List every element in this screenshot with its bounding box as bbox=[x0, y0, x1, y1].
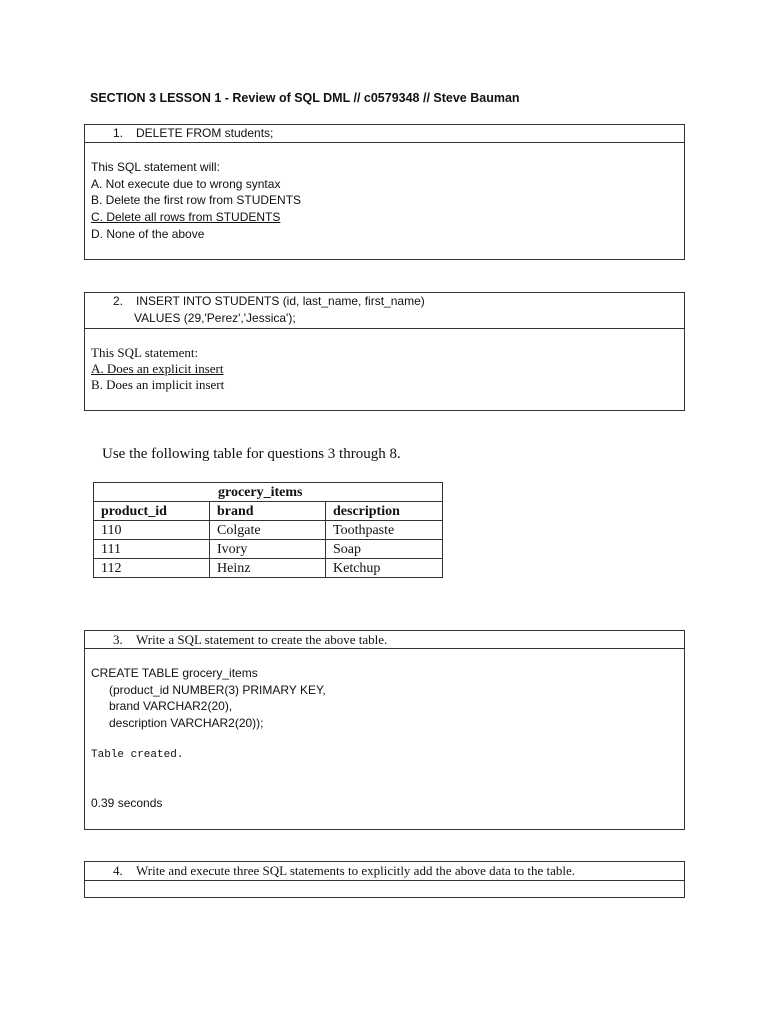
timing-text: 0.39 seconds bbox=[91, 796, 163, 810]
question-4-box bbox=[84, 861, 685, 898]
table-intro: Use the following table for questions 3 through 8. bbox=[102, 446, 401, 462]
question-3-header bbox=[85, 631, 684, 649]
question-1-option-d: D. None of the above bbox=[91, 227, 205, 241]
question-4-number: 4. bbox=[113, 863, 123, 878]
question-4-statement: Write and execute three SQL statements to explicitly add the above data to the table. bbox=[136, 863, 576, 878]
table-cell: 111 bbox=[94, 540, 210, 559]
table-header-row bbox=[94, 502, 443, 521]
table-row bbox=[94, 540, 443, 559]
column-header: description bbox=[326, 502, 443, 521]
question-1-prompt: This SQL statement will: bbox=[91, 160, 220, 174]
column-header: product_id bbox=[94, 502, 210, 521]
code-line: CREATE TABLE grocery_items bbox=[91, 666, 258, 680]
table-row bbox=[94, 559, 443, 578]
table-cell: Colgate bbox=[210, 521, 326, 540]
table-cell: Toothpaste bbox=[326, 521, 443, 540]
question-1-option-b: B. Delete the first row from STUDENTS bbox=[91, 193, 302, 207]
question-2-statement-line1: INSERT INTO STUDENTS (id, last_name, first_name) bbox=[136, 294, 425, 308]
question-2-option-a: A. Does an explicit insert bbox=[91, 361, 224, 376]
code-line: description VARCHAR2(20)); bbox=[109, 716, 264, 730]
question-1-header bbox=[85, 125, 684, 143]
table-caption-cell bbox=[94, 483, 443, 502]
table-caption: grocery_items bbox=[218, 484, 303, 500]
question-2-prompt: This SQL statement: bbox=[91, 345, 199, 360]
question-3-statement: Write a SQL statement to create the above table. bbox=[136, 632, 388, 647]
question-2-option-b: B. Does an implicit insert bbox=[91, 377, 225, 392]
document-title: SECTION 3 LESSON 1 - Review of SQL DML // c0579348 // Steve Bauman bbox=[90, 91, 520, 105]
question-2-header bbox=[85, 293, 684, 329]
question-3-number: 3. bbox=[113, 632, 123, 647]
table-cell: 112 bbox=[94, 559, 210, 578]
table-cell: Heinz bbox=[210, 559, 326, 578]
question-2-box bbox=[84, 292, 685, 411]
result-message: Table created. bbox=[91, 749, 184, 761]
question-1-option-c: C. Delete all rows from STUDENTS bbox=[91, 210, 281, 224]
question-1-box bbox=[84, 124, 685, 260]
table-cell: 110 bbox=[94, 521, 210, 540]
grocery-items-table bbox=[93, 482, 443, 578]
question-1-option-a: A. Not execute due to wrong syntax bbox=[91, 177, 281, 191]
question-2-number: 2. bbox=[113, 294, 124, 308]
question-1-number: 1. bbox=[113, 126, 124, 140]
code-line: (product_id NUMBER(3) PRIMARY KEY, bbox=[109, 683, 326, 697]
question-4-header bbox=[85, 862, 684, 881]
question-1-statement: DELETE FROM students; bbox=[136, 126, 274, 140]
table-cell: Ketchup bbox=[326, 559, 443, 578]
table-cell: Soap bbox=[326, 540, 443, 559]
column-header: brand bbox=[210, 502, 326, 521]
table-row bbox=[94, 521, 443, 540]
question-3-box bbox=[84, 630, 685, 830]
table-cell: Ivory bbox=[210, 540, 326, 559]
code-line: brand VARCHAR2(20), bbox=[109, 699, 233, 713]
question-2-statement-line2: VALUES (29,'Perez','Jessica'); bbox=[134, 311, 296, 325]
